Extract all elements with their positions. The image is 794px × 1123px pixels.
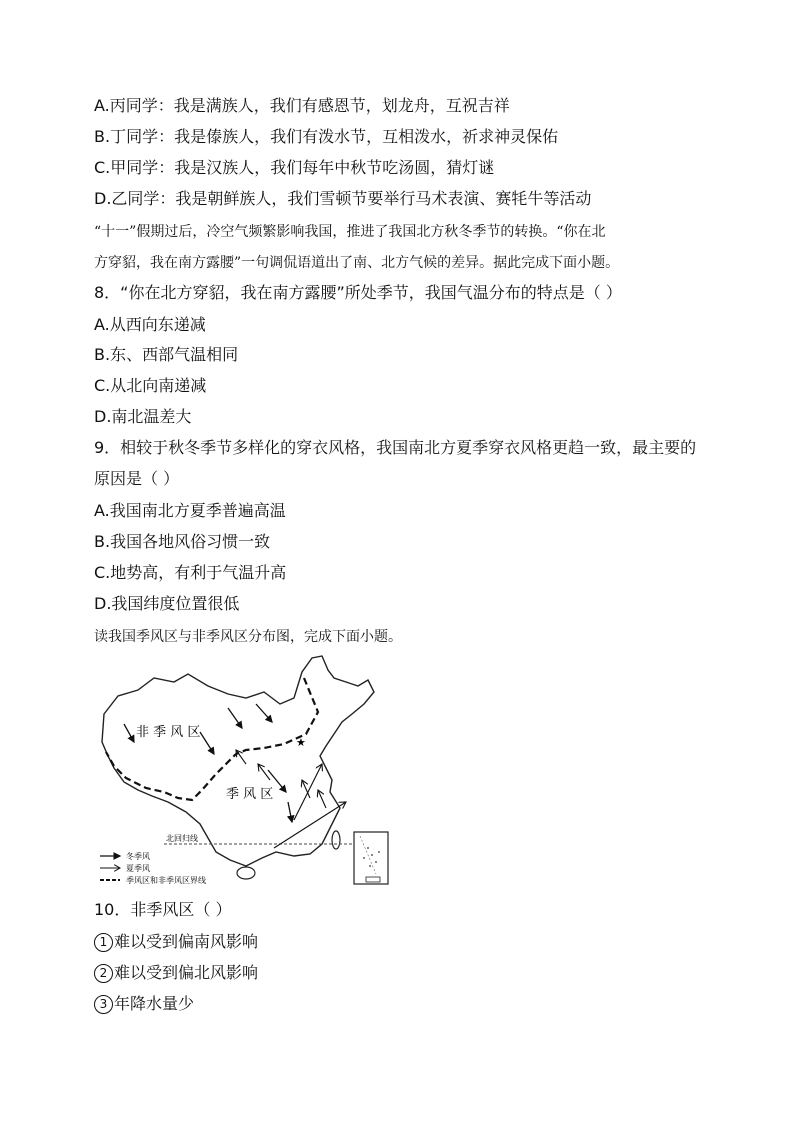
q9-option-b: B.我国各地风俗习惯一致	[94, 532, 271, 551]
summer-monsoon-arrow	[294, 764, 322, 820]
q9-stem-line-2: 原因是（ ）	[94, 469, 180, 488]
q8-stem: 8．“你在北方穿貂，我在南方露腰”所处季节，我国气温分布的特点是（ ）	[94, 283, 622, 302]
q9-option-c: C.地势高，有利于气温升高	[94, 563, 287, 582]
q10-item-3-text: 年降水量少	[114, 994, 195, 1013]
beijing-star-icon: ★	[296, 736, 306, 749]
summer-monsoon-arrow	[318, 790, 326, 808]
taiwan-island	[332, 831, 340, 849]
summer-monsoon-arrow	[258, 764, 270, 780]
legend-boundary-line: 季风区和非季风区界线	[126, 876, 206, 885]
label-monsoon-region: 季 风 区	[226, 787, 274, 802]
q10-item-2	[94, 963, 258, 983]
circled-number-icon: 1	[94, 933, 113, 952]
winter-monsoon-arrow	[124, 724, 134, 742]
legend-summer-monsoon: 夏季风	[126, 864, 150, 873]
winter-monsoon-arrow	[200, 732, 214, 754]
winter-monsoon-arrow	[228, 708, 242, 728]
q8-option-b: B.东、西部气温相同	[94, 345, 239, 364]
summer-monsoon-arrow	[274, 802, 346, 848]
hainan-island	[237, 867, 255, 879]
south-china-sea-inset	[354, 832, 388, 884]
q10-item-1-text: 难以受到偏南风影响	[114, 932, 259, 951]
q7-option-d: D.乙同学：我是朝鲜族人，我们雪顿节要举行马术表演、赛牦牛等活动	[94, 189, 592, 208]
q10-item-3	[94, 994, 194, 1014]
intro-paragraph-line-2: 方穿貂，我在南方露腰”一句调侃语道出了南、北方气候的差异。据此完成下面小题。	[94, 255, 620, 271]
label-tropic-of-cancer: 北回归线	[166, 834, 198, 843]
map-legend	[100, 851, 206, 885]
q9-stem-line-1: 9．相较于秋冬季节多样化的穿衣风格，我国南北方夏季穿衣风格更趋一致，最主要的	[94, 438, 697, 457]
circled-number-icon: 2	[94, 964, 113, 983]
label-non-monsoon-region: 非 季 风 区	[136, 725, 201, 740]
q7-option-a: A.丙同学：我是满族人，我们有感恩节，划龙舟，互祝吉祥	[94, 96, 510, 115]
summer-monsoon-arrow	[236, 750, 246, 764]
legend-winter-monsoon: 冬季风	[126, 852, 150, 861]
q8-option-a: A.从西向东递减	[94, 315, 206, 334]
winter-monsoon-arrow	[256, 704, 272, 722]
q8-option-c: C.从北向南递减	[94, 376, 207, 395]
q10-item-2-text: 难以受到偏北风影响	[114, 963, 259, 982]
q9-option-a: A.我国南北方夏季普遍高温	[94, 501, 286, 520]
circled-number-icon: 3	[94, 995, 113, 1014]
q10-item-1	[94, 932, 258, 952]
winter-monsoon-arrow	[288, 802, 292, 822]
q10-stem: 10．非季风区（ ）	[94, 900, 232, 919]
map-intro: 读我国季风区与非季风区分布图，完成下面小题。	[94, 629, 402, 645]
monsoon-map	[96, 652, 396, 892]
q9-option-d: D.我国纬度位置很低	[94, 594, 240, 613]
q7-option-c: C.甲同学：我是汉族人，我们每年中秋节吃汤圆，猜灯谜	[94, 158, 495, 177]
q7-option-b: B.丁同学：我是傣族人，我们有泼水节，互相泼水，祈求神灵保佑	[94, 127, 559, 146]
q8-option-d: D.南北温差大	[94, 407, 192, 426]
intro-paragraph-line-1: “十一”假期过后，冷空气频繁影响我国，推进了我国北方秋冬季节的转换。“你在北	[94, 224, 606, 240]
